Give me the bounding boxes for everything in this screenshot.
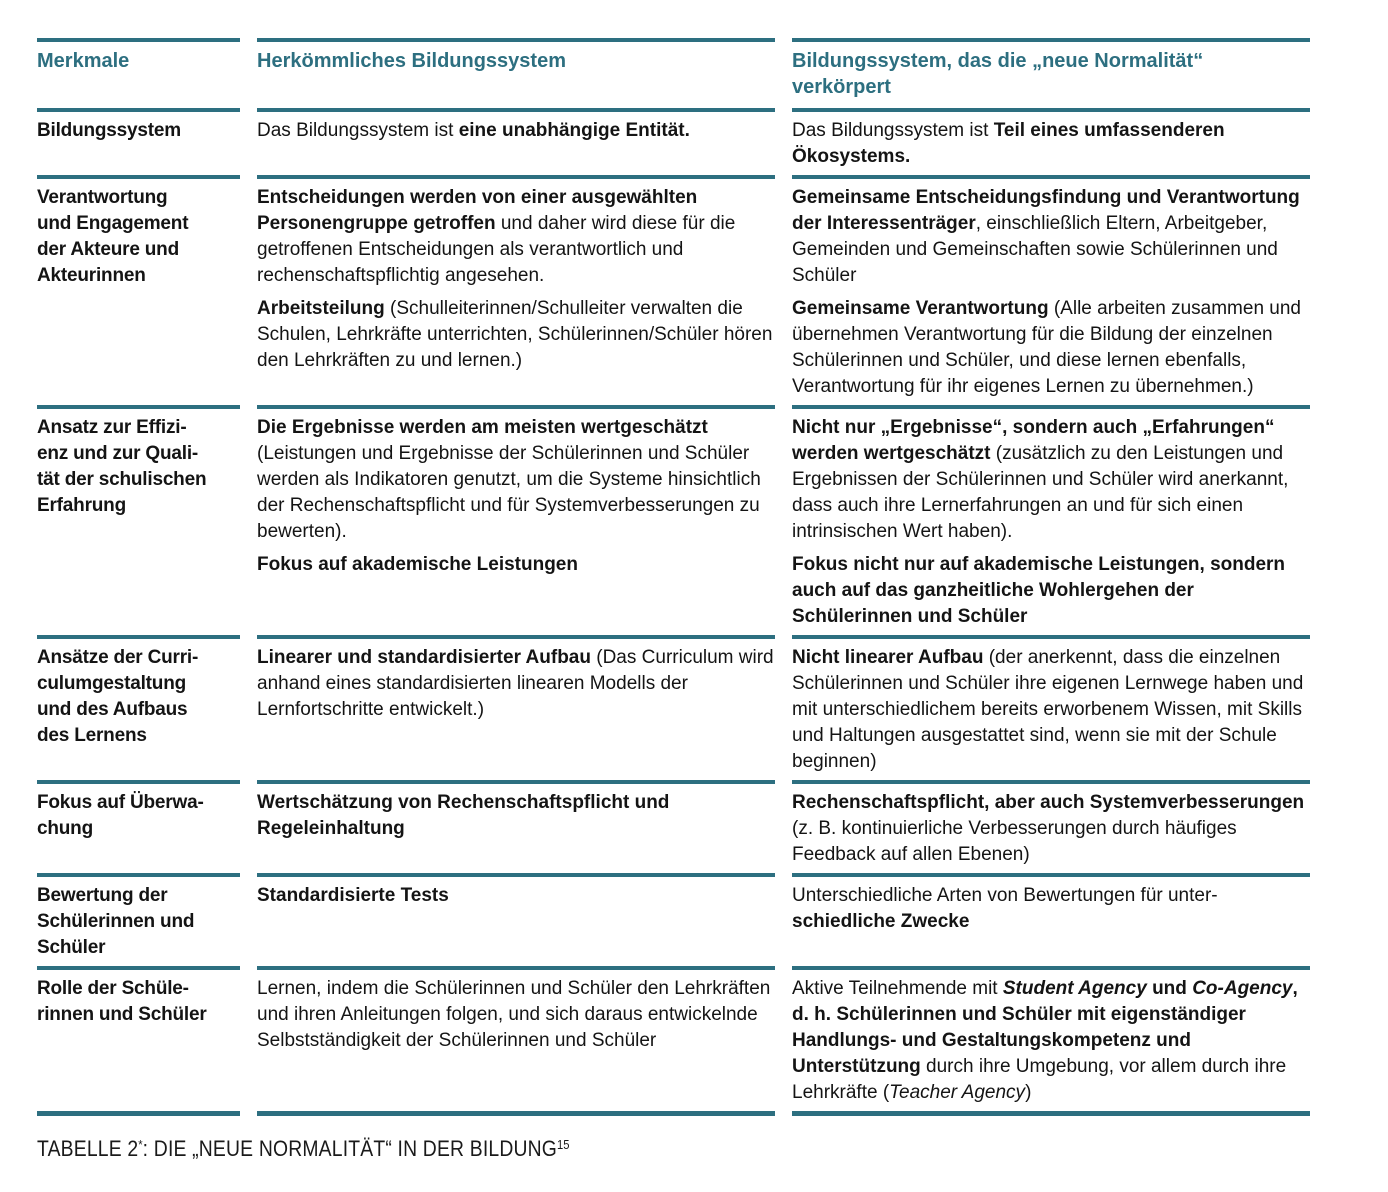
table-row xyxy=(37,405,1310,635)
text-segment: Standardisierte Tests xyxy=(257,885,449,906)
text-segment: (Leistungen und Ergebnisse der Schülerinnen und Schüler werden als Indikatoren genutzt, um die Systeme hinsichtlich der Rechenschaftspflicht und für Systemverbesserungen zu bewerten). xyxy=(257,443,761,542)
new-normality-cell xyxy=(792,175,1310,405)
text-segment: Arbeitsteilung xyxy=(257,298,385,319)
table-row xyxy=(37,635,1310,780)
text-segment: chung xyxy=(37,818,93,839)
paragraph xyxy=(37,790,240,842)
paragraph xyxy=(792,415,1310,545)
text-segment: Erfahrung xyxy=(37,495,126,516)
new-normality-cell xyxy=(792,780,1310,873)
text-segment: Ansätze der Curri- xyxy=(37,647,199,668)
text-segment: Fokus auf Überwa- xyxy=(37,792,204,813)
feature-cell xyxy=(37,175,240,405)
text-segment: tät der schulischen xyxy=(37,469,207,490)
text-segment: der Akteure und xyxy=(37,239,179,260)
paragraph xyxy=(792,790,1310,868)
text-segment: (zusätzlich zu den Leistungen und Ergebnissen der Schülerinnen und Schüler wird anerkannt, dass auch ihre Lernerfahrungen an und für sich einen intrinsischen Wert haben). xyxy=(792,443,1289,542)
paragraph xyxy=(257,415,775,545)
text-segment: rinnen und Schüler xyxy=(37,1004,207,1025)
table-header-row xyxy=(37,38,1310,108)
feature-cell xyxy=(37,873,240,966)
feature-cell xyxy=(37,780,240,873)
text-segment: des Lernens xyxy=(37,725,147,746)
text-segment: Verantwortung xyxy=(37,187,168,208)
feature-cell xyxy=(37,966,240,1116)
text-segment: Nicht linearer Aufbau xyxy=(792,647,984,668)
text-segment: (Alle arbeiten zusammen und übernehmen Verantwortung für die Bildung der einzelnen Schülerinnen und Schüler, und diese lernen ebenfalls, Verantwortung für ihr eigenes Lernen zu übernehmen.) xyxy=(792,298,1301,397)
text-segment: und des Aufbaus xyxy=(37,699,188,720)
text-segment: Schülerinnen und xyxy=(37,911,195,932)
paragraph xyxy=(257,48,775,74)
table-caption xyxy=(37,1136,1190,1162)
paragraph xyxy=(792,48,1310,100)
text-segment: Merkmale xyxy=(37,50,130,72)
traditional-system-cell xyxy=(257,108,775,175)
column-header-merkmale xyxy=(37,38,240,108)
paragraph xyxy=(792,883,1310,935)
paragraph xyxy=(792,645,1310,775)
text-segment: Lernen, indem die Schülerinnen und Schüler den Lehrkräften und ihren Anleitungen folgen, und sich daraus entwickelnde Selbstständigkeit der Schülerinnen und Schüler xyxy=(257,978,771,1051)
text-segment: Fokus nicht nur auf akademische Leistungen, sondern auch auf das ganzheitliche Wohlergehen der Schülerinnen und Schüler xyxy=(792,554,1286,627)
text-segment: Herkömmliches Bildungssystem xyxy=(257,50,566,72)
text-segment: ) xyxy=(1025,1082,1032,1103)
text-segment: verkörpert xyxy=(792,76,891,98)
text-segment: Teil eines umfassenderen Ökosystems. xyxy=(792,120,1225,167)
paragraph xyxy=(257,883,775,909)
traditional-system-cell xyxy=(257,405,775,635)
text-segment: Bildungssystem xyxy=(37,120,181,141)
text-segment: Co-Agency xyxy=(1192,978,1293,999)
text-segment: Das Bildungssystem ist xyxy=(257,120,459,141)
paragraph xyxy=(37,645,240,749)
paragraph xyxy=(257,118,775,144)
feature-cell xyxy=(37,635,240,780)
text-segment: Schüler xyxy=(37,937,106,958)
text-segment: Aktive Teilnehmende mit xyxy=(792,978,1003,999)
text-segment: Akteurinnen xyxy=(37,265,146,286)
text-segment: , d. h. Schülerinnen und Schüler mit eigenständiger Handlungs- und Gestaltungskompetenz und Unterstützung xyxy=(792,978,1298,1077)
text-segment: Das Bildungssystem ist xyxy=(792,120,994,141)
text-segment: Ansatz zur Effizi- xyxy=(37,417,187,438)
text-segment: Die Ergebnisse werden am meisten wertgeschätzt xyxy=(257,417,708,438)
column-header-herkoemmliches-bildungssystem xyxy=(257,38,775,108)
paragraph xyxy=(37,883,240,961)
new-normality-cell xyxy=(792,108,1310,175)
paragraph xyxy=(792,296,1310,400)
table-row xyxy=(37,175,1310,405)
text-segment: Rechenschaftspflicht, aber auch Systemverbesserungen xyxy=(792,792,1305,813)
text-segment: schiedliche Zwecke xyxy=(792,911,970,932)
paragraph xyxy=(257,645,775,723)
paragraph xyxy=(792,976,1310,1106)
paragraph xyxy=(257,185,775,289)
new-normality-cell xyxy=(792,873,1310,966)
caption-asterisk: * xyxy=(138,1136,143,1152)
text-segment: Student Agency xyxy=(1002,978,1147,999)
caption-footnote-ref: 15 xyxy=(557,1136,570,1152)
paragraph xyxy=(37,118,240,144)
text-segment: (Schulleiterinnen/Schulleiter verwalten die Schulen, Lehrkräfte unterrichten, Schülerinnen/Schüler hören den Lehrkräften zu und lernen.) xyxy=(257,298,773,371)
table-row xyxy=(37,108,1310,175)
paragraph xyxy=(257,790,775,842)
table-row xyxy=(37,780,1310,873)
new-normality-cell xyxy=(792,966,1310,1116)
text-segment: Linearer und standardisierter Aufbau xyxy=(257,647,591,668)
traditional-system-cell xyxy=(257,966,775,1116)
text-segment: und Engagement xyxy=(37,213,189,234)
text-segment: eine unabhängige Entität. xyxy=(458,120,690,141)
paragraph xyxy=(792,552,1310,630)
caption-text: : DIE „NEUE NORMALITÄT“ IN DER BILDUNG xyxy=(142,1136,558,1161)
paragraph xyxy=(37,48,240,74)
text-segment: , einschließlich Eltern, Arbeitgeber, Gemeinden und Gemeinschaften sowie Schülerinnen und Schüler xyxy=(792,213,1278,286)
feature-cell xyxy=(37,108,240,175)
text-segment: und daher wird diese für die getroffenen Entscheidungen als verantwortlich und rechenschaftspflichtig angesehen. xyxy=(257,213,736,286)
text-segment: Bildungssystem, das die „neue Normalität“ xyxy=(792,50,1204,72)
text-segment: durch ihre Umgebung, vor allem durch ihre Lehrkräfte ( xyxy=(792,1056,1287,1103)
paragraph xyxy=(257,976,775,1054)
paragraph xyxy=(37,185,240,289)
text-segment: (z. B. kontinuierliche Verbesserungen durch häufiges Feedback auf allen Ebenen) xyxy=(792,818,1237,865)
text-segment: Fokus auf akademische Leistungen xyxy=(257,554,578,575)
text-segment: Unterschiedliche Arten von Bewertungen für unter- xyxy=(792,885,1218,906)
text-segment: enz und zur Quali- xyxy=(37,443,199,464)
text-segment: Gemeinsame Entscheidungsfindung und Verantwortung der Interessenträger xyxy=(792,187,1300,234)
new-normality-cell xyxy=(792,405,1310,635)
traditional-system-cell xyxy=(257,635,775,780)
table-row xyxy=(37,873,1310,966)
traditional-system-cell xyxy=(257,873,775,966)
paragraph xyxy=(257,552,775,578)
text-segment: Bewertung der xyxy=(37,885,168,906)
text-segment: Rolle der Schüle- xyxy=(37,978,189,999)
paragraph xyxy=(37,976,240,1028)
table-row xyxy=(37,966,1310,1116)
caption-prefix: TABELLE 2 xyxy=(37,1136,139,1161)
text-segment: Gemeinsame Verantwortung xyxy=(792,298,1049,319)
text-segment: Wertschätzung von Rechenschaftspflicht und Regeleinhaltung xyxy=(257,792,670,839)
traditional-system-cell xyxy=(257,175,775,405)
paragraph xyxy=(792,185,1310,289)
text-segment: Nicht nur „Ergebnisse“, sondern auch „Erfahrungen“ werden wertgeschätzt xyxy=(792,417,1275,464)
text-segment: (der anerkennt, dass die einzelnen Schülerinnen und Schüler ihre eigenen Lernwege haben und mit unterschiedlichem bereits erworbenem Wissen, mit Skills und Haltungen ausgestattet sind, wenn sie mit der Schule beginnen) xyxy=(792,647,1304,772)
text-segment: culumgestaltung xyxy=(37,673,187,694)
paragraph xyxy=(257,296,775,374)
text-segment: Teacher Agency xyxy=(889,1082,1026,1103)
feature-cell xyxy=(37,405,240,635)
text-segment: (Das Curriculum wird anhand eines standardisierten linearen Modells der Lernfortschritte entwickelt.) xyxy=(257,647,774,720)
column-header-neue-normalitaet xyxy=(792,38,1310,108)
comparison-table xyxy=(37,38,1310,1116)
new-normality-cell xyxy=(792,635,1310,780)
paragraph xyxy=(792,118,1310,170)
text-segment: und xyxy=(1146,978,1193,999)
text-segment: Entscheidungen werden von einer ausgewählten Personengruppe getroffen xyxy=(257,187,698,234)
paragraph xyxy=(37,415,240,519)
traditional-system-cell xyxy=(257,780,775,873)
